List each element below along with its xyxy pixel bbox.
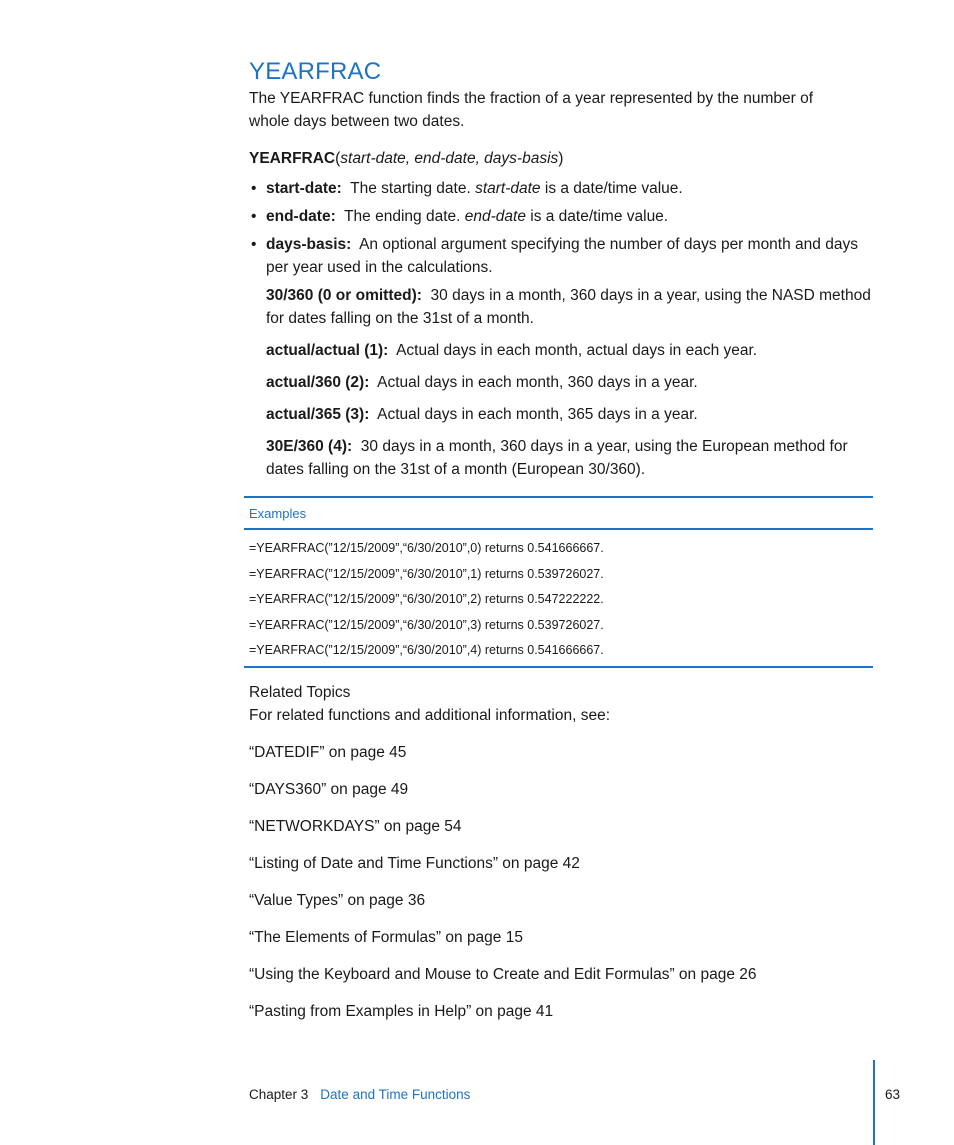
option-term: 30E/360 (4): — [266, 438, 353, 455]
related-link-date-time-listing[interactable]: “Listing of Date and Time Functions” on page 42 — [249, 855, 580, 872]
examples-rows — [244, 530, 873, 664]
option-item — [266, 339, 876, 362]
option-desc: 30 days in a month, 360 days in a year, using the NASD method for dates falling on the 31st of a month. — [266, 287, 871, 327]
syntax-open-paren: ( — [335, 150, 341, 167]
argument-term: end-date: — [266, 208, 336, 225]
argument-desc-tail: is a date/time value. — [540, 180, 683, 197]
option-term: actual/360 (2): — [266, 374, 370, 391]
related-link-networkdays[interactable]: “NETWORKDAYS” on page 54 — [249, 818, 462, 835]
syntax-close-paren: ) — [558, 150, 564, 167]
argument-term: start-date: — [266, 180, 342, 197]
example-row: =YEARFRAC(”12/15/2009”,“6/30/2010”,1) returns 0.539726027. — [249, 566, 604, 581]
footer-divider — [873, 1060, 875, 1145]
option-desc: Actual days in each month, 365 days in a year. — [377, 406, 698, 423]
examples-heading: Examples — [249, 506, 307, 521]
examples-bottom-rule — [244, 666, 873, 668]
argument-desc: An optional argument specifying the number of days per month and days per year used in the calculations. — [266, 236, 858, 276]
option-item — [266, 435, 876, 481]
argument-desc-tail: is a date/time value. — [525, 208, 669, 225]
option-item — [266, 284, 876, 330]
related-topics-list — [249, 741, 869, 1023]
option-desc: Actual days in each month, 360 days in a year. — [377, 374, 698, 391]
bullet-icon: • — [251, 236, 257, 253]
option-desc: 30 days in a month, 360 days in a year, using the European method for dates falling on the 31st of a month (European 30/360). — [266, 438, 848, 478]
argument-item-days-basis — [249, 233, 879, 279]
bullet-icon: • — [251, 180, 257, 197]
bullet-icon: • — [251, 208, 257, 225]
example-row: =YEARFRAC(”12/15/2009”,“6/30/2010”,3) returns 0.539726027. — [249, 617, 604, 632]
argument-italic: end-date — [464, 208, 526, 225]
function-syntax — [249, 147, 563, 170]
examples-table — [244, 496, 873, 668]
footer-chapter — [249, 1087, 470, 1102]
argument-item-end-date — [249, 205, 879, 228]
example-row: =YEARFRAC(”12/15/2009”,“6/30/2010”,2) returns 0.547222222. — [249, 592, 604, 606]
example-row: =YEARFRAC(”12/15/2009”,“6/30/2010”,0) returns 0.541666667. — [249, 541, 604, 555]
argument-list — [249, 177, 879, 284]
option-term: actual/365 (3): — [266, 406, 370, 423]
related-link-keyboard-mouse[interactable]: “Using the Keyboard and Mouse to Create and Edit Formulas” on page 26 — [249, 966, 757, 983]
option-term: 30/360 (0 or omitted): — [266, 287, 422, 304]
option-item — [266, 403, 876, 426]
footer-chapter-number: Chapter 3 — [249, 1087, 309, 1102]
related-topics-intro: For related functions and additional information, see: — [249, 707, 611, 724]
example-row: =YEARFRAC(”12/15/2009”,“6/30/2010”,4) returns 0.541666667. — [249, 643, 604, 657]
syntax-arguments: start-date, end-date, days-basis — [340, 150, 559, 167]
related-link-pasting-examples[interactable]: “Pasting from Examples in Help” on page 41 — [249, 1003, 554, 1020]
argument-italic: start-date — [475, 180, 541, 197]
related-link-value-types[interactable]: “Value Types” on page 36 — [249, 892, 426, 909]
days-basis-options — [266, 284, 876, 490]
syntax-function-name: YEARFRAC — [249, 150, 336, 167]
intro-paragraph: The YEARFRAC function finds the fraction of a year represented by the number of whole days between two dates. — [249, 90, 814, 130]
option-item — [266, 371, 876, 394]
related-topics-heading: Related Topics — [249, 684, 351, 701]
argument-term: days-basis: — [266, 236, 352, 253]
argument-desc: The ending date. — [344, 208, 465, 225]
page-number: 63 — [885, 1087, 901, 1102]
related-link-datedif[interactable]: “DATEDIF” on page 45 — [249, 744, 407, 761]
option-term: actual/actual (1): — [266, 342, 389, 359]
option-desc: Actual days in each month, actual days in each year. — [396, 342, 758, 359]
page-title: YEARFRAC — [249, 58, 382, 85]
argument-desc: The starting date. — [350, 180, 476, 197]
footer-section-title[interactable]: Date and Time Functions — [320, 1087, 471, 1102]
related-topics — [249, 681, 869, 1037]
argument-item-start-date — [249, 177, 879, 200]
related-link-days360[interactable]: “DAYS360” on page 49 — [249, 781, 409, 798]
related-link-elements-of-formulas[interactable]: “The Elements of Formulas” on page 15 — [249, 929, 523, 946]
